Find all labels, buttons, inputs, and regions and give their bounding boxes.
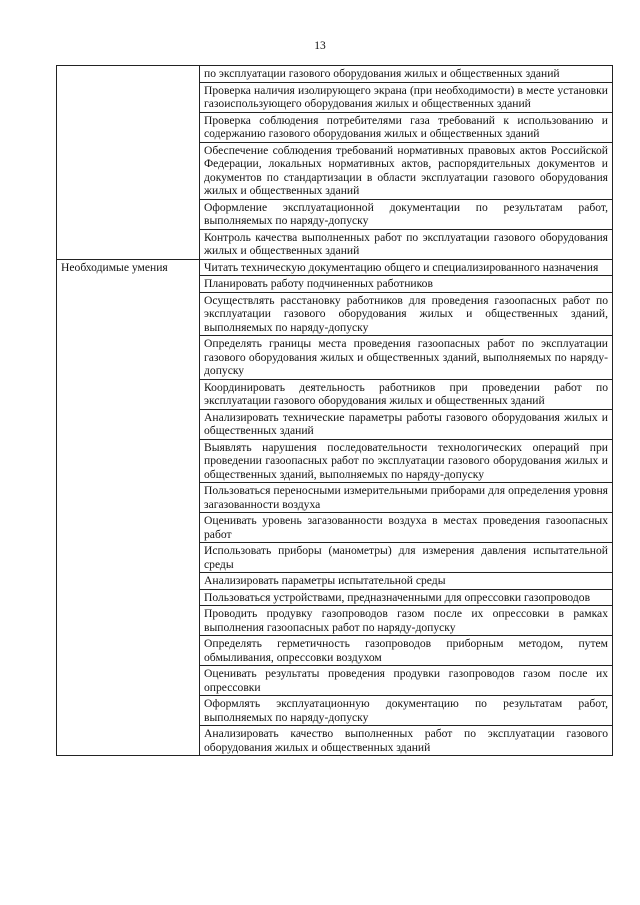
skill-item: Планировать работу подчиненных работников	[200, 276, 613, 293]
skill-item: Определять герметичность газопроводов приборным методом, путем обмыливания, опрессовки воздухом	[200, 636, 613, 666]
skill-item: Использовать приборы (манометры) для измерения давления испытательной среды	[200, 543, 613, 573]
skills-label-cell	[57, 259, 200, 756]
skill-item: Координировать деятельность работников при проведении работ по эксплуатации газового оборудования жилых и общественных зданий	[200, 379, 613, 409]
labor-action-item: Проверка соблюдения потребителями газа требований к использованию и содержанию газового оборудования жилых и общественных зданий	[200, 112, 613, 142]
skill-item: Оценивать результаты проведения продувки газопроводов газом после их опрессовки	[200, 666, 613, 696]
skill-item: Определять границы места проведения газоопасных работ по эксплуатации газового оборудования жилых и общественных зданий, выполняемых по наряду-допуску	[200, 336, 613, 380]
skill-item: Оценивать уровень загазованности воздуха в местах проведения газоопасных работ	[200, 513, 613, 543]
table-row	[57, 259, 613, 276]
skill-item: Анализировать качество выполненных работ по эксплуатации газового оборудования жилых и общественных зданий	[200, 726, 613, 756]
page-number: 13	[314, 40, 326, 52]
skill-item: Анализировать технические параметры работы газового оборудования жилых и общественных зданий	[200, 409, 613, 439]
skill-item: Читать техническую документацию общего и специализированного назначения	[200, 259, 613, 276]
labor-actions-label-cell	[57, 66, 200, 260]
labor-action-item: Контроль качества выполненных работ по эксплуатации газового оборудования жилых и общественных зданий	[200, 229, 613, 259]
skill-item: Проводить продувку газопроводов газом после их опрессовки в рамках выполнения газоопасных работ по наряду-допуску	[200, 606, 613, 636]
skill-item: Анализировать параметры испытательной среды	[200, 573, 613, 590]
competency-table	[56, 65, 613, 756]
labor-action-item: Проверка наличия изолирующего экрана (при необходимости) в месте установки газоиспользующего оборудования жилых и общественных зданий	[200, 82, 613, 112]
labor-action-item: Оформление эксплуатационной документации по результатам работ, выполняемых по наряду-допуску	[200, 199, 613, 229]
skills-section-label: Необходимые умения	[61, 260, 168, 274]
skill-item: Пользоваться устройствами, предназначенными для опрессовки газопроводов	[200, 589, 613, 606]
skill-item: Выявлять нарушения последовательности технологических операций при проведении газоопасных работ по эксплуатации газового оборудования жилых и общественных зданий, выполняемых по наряду-допуску	[200, 439, 613, 483]
table-row	[57, 66, 613, 83]
labor-action-item: по эксплуатации газового оборудования жилых и общественных зданий	[200, 66, 613, 83]
labor-action-item: Обеспечение соблюдения требований нормативных правовых актов Российской Федерации, локальных нормативных актов, распорядительных документов и документов по стандартизации в области эксплуатации газового оборудования жилых и общественных зданий	[200, 142, 613, 199]
skill-item: Осуществлять расстановку работников для проведения газоопасных работ по эксплуатации газового оборудования жилых и общественных зданий, выполняемых по наряду-допуску	[200, 292, 613, 336]
skill-item: Оформлять эксплуатационную документацию по результатам работ, выполняемых по наряду-допуску	[200, 696, 613, 726]
skill-item: Пользоваться переносными измерительными приборами для определения уровня загазованности воздуха	[200, 483, 613, 513]
